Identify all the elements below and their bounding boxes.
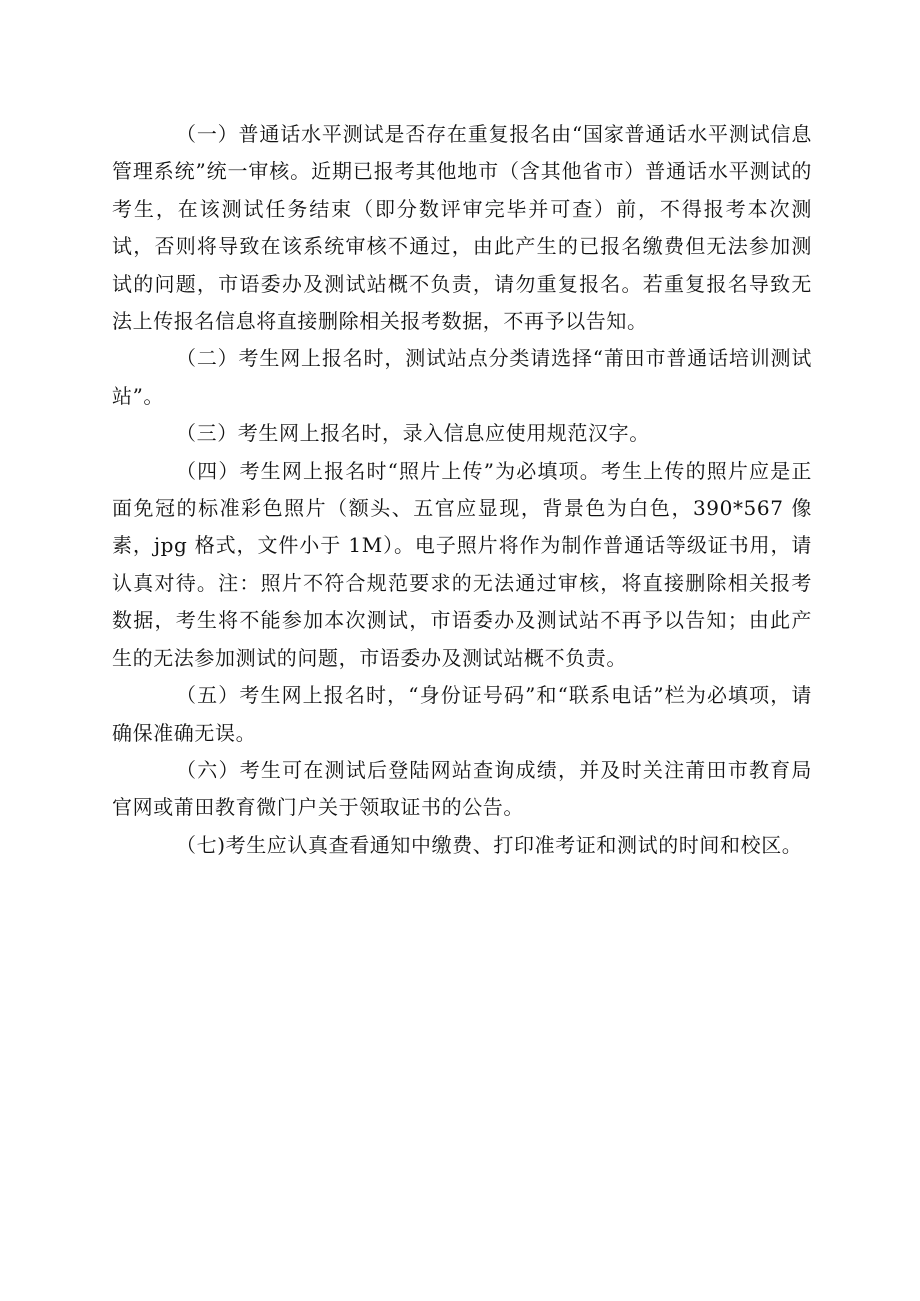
document-body [112,116,812,864]
paragraph-1: （一）普通话水平测试是否存在重复报名由“国家普通话水平测试信息管理系统”统一审核。近期已报考其他地市（含其他省市）普通话水平测试的考生，在该测试任务结束（即分数评审完毕并可查）前，不得报考本次测试，否则将导致在该系统审核不通过，由此产生的已报名缴费但无法参加测试的问题，市语委办及测试站概不负责，请勿重复报名。若重复报名导致无法上传报名信息将直接删除相关报考数据，不再予以告知。 [112,122,812,334]
paragraph-6: （六）考生可在测试后登陆网站查询成绩，并及时关注莆田市教育局官网或莆田教育微门户关于领取证书的公告。 [112,757,812,820]
paragraph-4: （四）考生网上报名时“照片上传”为必填项。考生上传的照片应是正面免冠的标准彩色照片（额头、五官应显现，背景色为白色，390*567 像素，jpg 格式，文件小于 1M）。电子照片将作为制作普通话等级证书用，请认真对待。注：照片不符合规范要求的无法通过审核，将直接删除相关报考数据，考生将不能参加本次测试，市语委办及测试站不再予以告知；由此产生的无法参加测试的问题，市语委办及测试站概不负责。 [112,458,812,670]
paragraph-3: （三）考生网上报名时，录入信息应使用规范汉字。 [176,421,650,446]
paragraph-2: （二）考生网上报名时，测试站点分类请选择“莆田市普通话培训测试站”。 [112,346,812,408]
paragraph-5: （五）考生网上报名时，“身份证号码”和“联系电话”栏为必填项，请确保准确无误。 [112,683,812,745]
paragraph-7: （七)考生应认真查看通知中缴费、打印准考证和测试的时间和校区。 [176,832,803,857]
